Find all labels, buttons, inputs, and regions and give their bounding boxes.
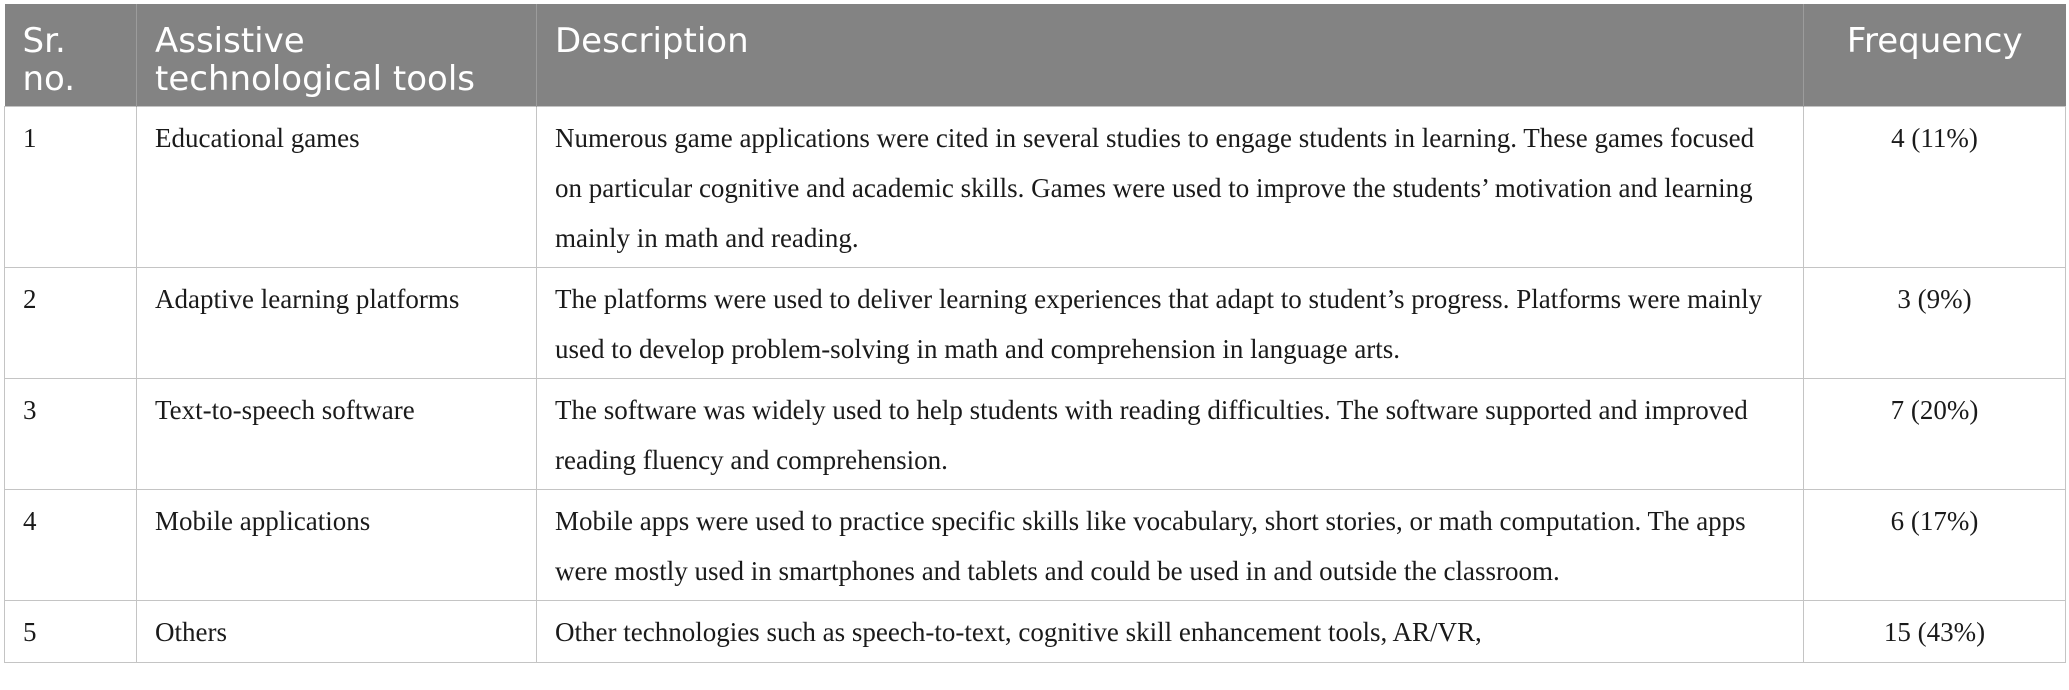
table-row: [5, 268, 2066, 379]
header-tool: Assistive technological tools: [137, 4, 537, 107]
table-row: [5, 490, 2066, 601]
cell-tool: Adaptive learning platforms: [137, 268, 537, 379]
cell-description: The software was widely used to help students with reading difficulties. The software supported and improved reading fluency and comprehension.: [537, 379, 1804, 490]
table-row: [5, 107, 2066, 268]
cell-sr-no: 5: [5, 601, 137, 663]
cell-tool: Mobile applications: [137, 490, 537, 601]
header-frequency: Frequency: [1804, 4, 2066, 107]
cell-description: Numerous game applications were cited in several studies to engage students in learning. These games focused on particular cognitive and academic skills. Games were used to improve the students’ motivation and learning mainly in math and reading.: [537, 107, 1804, 268]
cell-frequency: 7 (20%): [1804, 379, 2066, 490]
cell-description: Mobile apps were used to practice specific skills like vocabulary, short stories, or math computation. The apps were mostly used in smartphones and tablets and could be used in and outside the classroom.: [537, 490, 1804, 601]
header-sr-no: Sr. no.: [5, 4, 137, 107]
table-header: [5, 4, 2066, 107]
assistive-tools-table: [4, 4, 2066, 663]
cell-frequency: 15 (43%): [1804, 601, 2066, 663]
header-row: [5, 4, 2066, 107]
table-row: [5, 601, 2066, 663]
cell-tool: Others: [137, 601, 537, 663]
cell-sr-no: 4: [5, 490, 137, 601]
cell-frequency: 6 (17%): [1804, 490, 2066, 601]
cell-sr-no: 1: [5, 107, 137, 268]
cell-tool: Text-to-speech software: [137, 379, 537, 490]
table-row: [5, 379, 2066, 490]
cell-frequency: 4 (11%): [1804, 107, 2066, 268]
cell-tool: Educational games: [137, 107, 537, 268]
header-description: Description: [537, 4, 1804, 107]
cell-sr-no: 3: [5, 379, 137, 490]
cell-sr-no: 2: [5, 268, 137, 379]
cell-description: Other technologies such as speech-to-text, cognitive skill enhancement tools, AR/VR,: [537, 601, 1804, 663]
cell-description: The platforms were used to deliver learning experiences that adapt to student’s progress. Platforms were mainly used to develop problem-solving in math and comprehension in language arts.: [537, 268, 1804, 379]
cell-frequency: 3 (9%): [1804, 268, 2066, 379]
table-body: [5, 107, 2066, 663]
